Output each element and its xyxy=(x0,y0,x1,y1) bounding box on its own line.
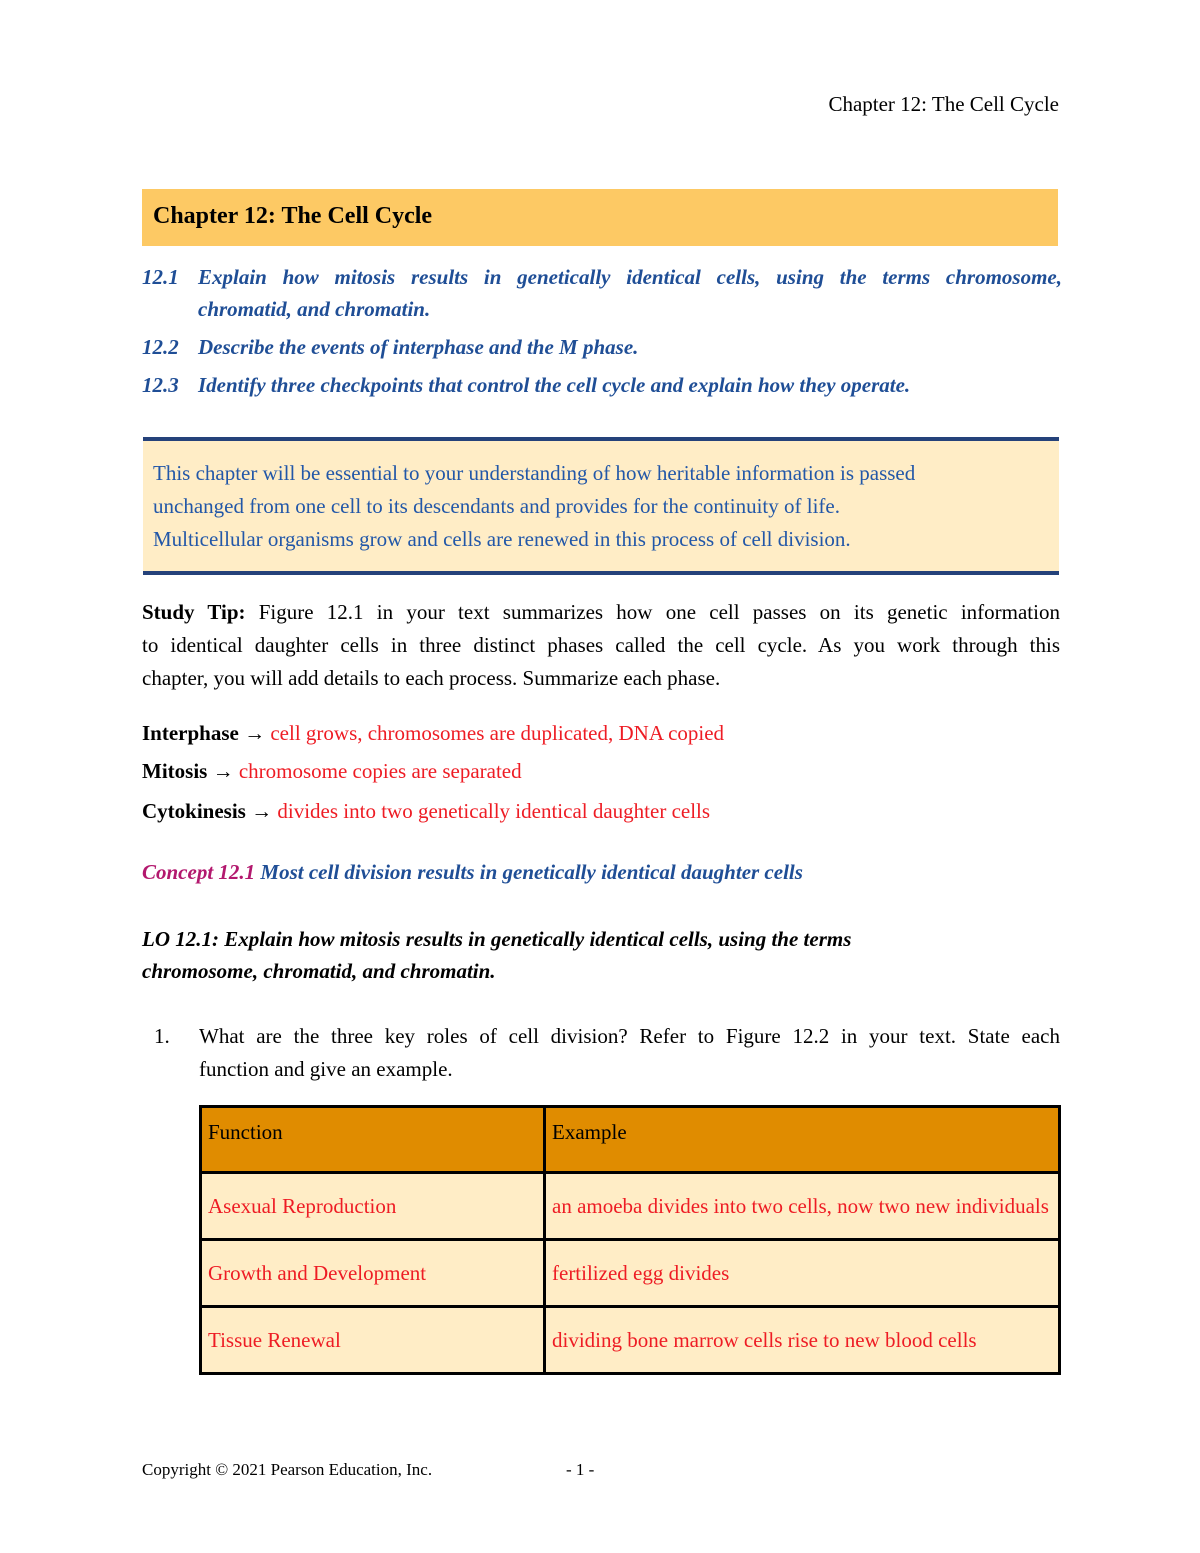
chapter-title-bar xyxy=(142,189,1058,246)
objective-item xyxy=(142,261,1062,325)
phase-answer: cell grows, chromosomes are duplicated, DNA copied xyxy=(270,721,725,745)
table-row xyxy=(201,1173,1060,1240)
objective-text xyxy=(198,261,1062,325)
objective-text: Describe the events of interphase and the M phase. xyxy=(198,335,639,359)
objective-line: Explain how mitosis results in genetically identical cells, using the terms chromosome, xyxy=(198,265,1062,289)
question-line: What are the three key roles of cell division? Refer to Figure 12.2 in your text. State each xyxy=(199,1024,1060,1048)
phase-answer: chromosome copies are separated xyxy=(238,759,522,783)
phase-term: Cytokinesis xyxy=(142,799,246,823)
table-header-row xyxy=(201,1107,1060,1173)
table-header-cell: Function xyxy=(201,1107,545,1173)
concept-text: Most cell division results in genetically identical daughter cells xyxy=(255,860,803,884)
study-tip-line: to identical daughter cells in three distinct phases called the cell cycle. As you work through this xyxy=(142,633,1060,657)
learning-objective-line: chromosome, chromatid, and chromatin. xyxy=(142,959,496,983)
study-tip-line xyxy=(142,596,1060,629)
table-cell[interactable]: Tissue Renewal xyxy=(201,1307,545,1374)
phase-interphase xyxy=(142,721,724,746)
table-row xyxy=(201,1307,1060,1374)
phase-answer: divides into two genetically identical daughter cells xyxy=(277,799,711,823)
chapter-intro-callout xyxy=(143,437,1059,575)
arrow-icon: → xyxy=(238,721,271,745)
objective-number: 12.2 xyxy=(142,335,179,359)
table-cell[interactable]: an amoeba divides into two cells, now two new individuals xyxy=(545,1173,1060,1240)
table-row xyxy=(201,1240,1060,1307)
phase-term: Mitosis xyxy=(142,759,208,783)
phase-cytokinesis xyxy=(142,799,710,824)
table-cell[interactable]: fertilized egg divides xyxy=(545,1240,1060,1307)
arrow-icon: → xyxy=(245,799,278,823)
concept-number: Concept 12.1 xyxy=(142,860,256,884)
question-1 xyxy=(142,1020,1060,1086)
objective-text: Identify three checkpoints that control the cell cycle and explain how they operate. xyxy=(198,373,911,397)
footer-copyright: Copyright © 2021 Pearson Education, Inc. xyxy=(142,1460,433,1479)
question-line: function and give an example. xyxy=(199,1057,453,1081)
chapter-objectives xyxy=(142,261,1062,407)
concept-heading xyxy=(142,860,803,885)
callout-line: This chapter will be essential to your understanding of how heritable information is passed xyxy=(153,461,916,485)
table-header-cell: Example xyxy=(545,1107,1060,1173)
callout-line: Multicellular organisms grow and cells are renewed in this process of cell division. xyxy=(153,527,851,551)
phase-mitosis xyxy=(142,759,522,784)
chapter-title: Chapter 12: The Cell Cycle xyxy=(153,203,433,229)
arrow-icon: → xyxy=(207,759,239,783)
table-cell[interactable]: Asexual Reproduction xyxy=(201,1173,545,1240)
table-cell[interactable]: dividing bone marrow cells rise to new blood cells xyxy=(545,1307,1060,1374)
learning-objective-line: LO 12.1: Explain how mitosis results in genetically identical cells, using the terms xyxy=(142,927,852,951)
table-cell[interactable]: Growth and Development xyxy=(201,1240,545,1307)
study-tip xyxy=(142,596,1060,695)
objective-item xyxy=(142,331,1062,363)
objective-item xyxy=(142,369,1062,401)
cell-division-roles-table xyxy=(199,1105,1061,1375)
study-tip-text: Figure 12.1 in your text summarizes how one cell passes on its genetic information xyxy=(245,600,1060,624)
phase-term: Interphase xyxy=(142,721,239,745)
objective-number: 12.1 xyxy=(142,265,179,289)
study-tip-line: chapter, you will add details to each process. Summarize each phase. xyxy=(142,666,721,690)
question-text xyxy=(199,1020,1060,1086)
objective-line: chromatid, and chromatin. xyxy=(198,297,431,321)
callout-text xyxy=(153,457,1033,556)
question-number: 1. xyxy=(154,1024,170,1048)
footer-page-number: - 1 - xyxy=(566,1460,595,1479)
callout-line: unchanged from one cell to its descendants and provides for the continuity of life. xyxy=(153,494,840,518)
objective-number: 12.3 xyxy=(142,373,179,397)
study-tip-label: Study Tip: xyxy=(142,600,246,624)
running-header: Chapter 12: The Cell Cycle xyxy=(828,92,1059,116)
learning-objective xyxy=(142,923,1060,987)
